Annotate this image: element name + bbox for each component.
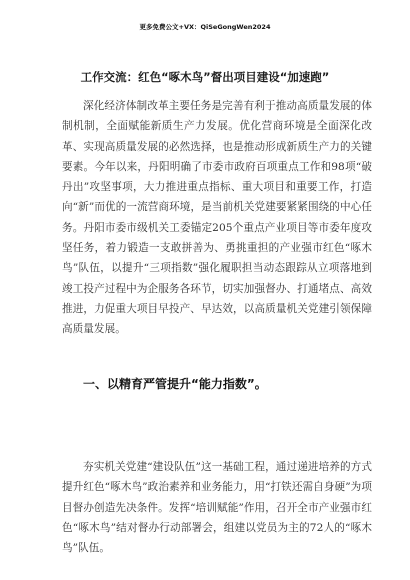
section-paragraph: 夯实机关党建“建设队伍”这一基础工程，通过递进培养的方式提升红色“啄木鸟”政治素养和业务能力，用“打铁还需自身硬”为项目督办创造先决条件。发挥“培训赋能”作用，召开全市产业强市红色“啄木鸟”结对督办行动部署会，组建以党员为主的72人的“啄木鸟”队伍。: [62, 461, 372, 555]
section-heading: 一、以精育严管提升“能力指数”。: [83, 377, 267, 391]
intro-paragraph: 深化经济体制改革主要任务是完善有利于推动高质量发展的体制机制，全面赋能新质生产力发展。优化营商环境是全面深化改革、实现高质量发展的必然选择，也是推动形成新质生产力的关键要素。今年以来，丹阳明确了市委市政府百项重点工作和98项“破丹出”攻坚事项，大力推进重点指标、重大项目和重要工作，打造向“新”而优的一流营商环境，是当前机关党建要紧紧围绕的中心任务。丹阳市委市级机关工委锚定205个重点产业项目等市委年度攻坚任务，着力锻造一支敢拼善为、勇挑重担的产业强市红色“啄木鸟”队伍，以提升“三项指数”强化履职担当动态跟踪从立项落地到竣工投产过程中为企服务各环节，切实加强督办、打通堵点、高效推进，力促重大项目早投产、早达效，以高质量机关党建引领保障高质量发展。: [62, 100, 372, 336]
document-title: 工作交流：红色“啄木鸟”督出项目建设“加速跑”: [80, 70, 330, 84]
page-header: 更多免费公文+VX：QiSeGongWen2024: [139, 23, 271, 31]
